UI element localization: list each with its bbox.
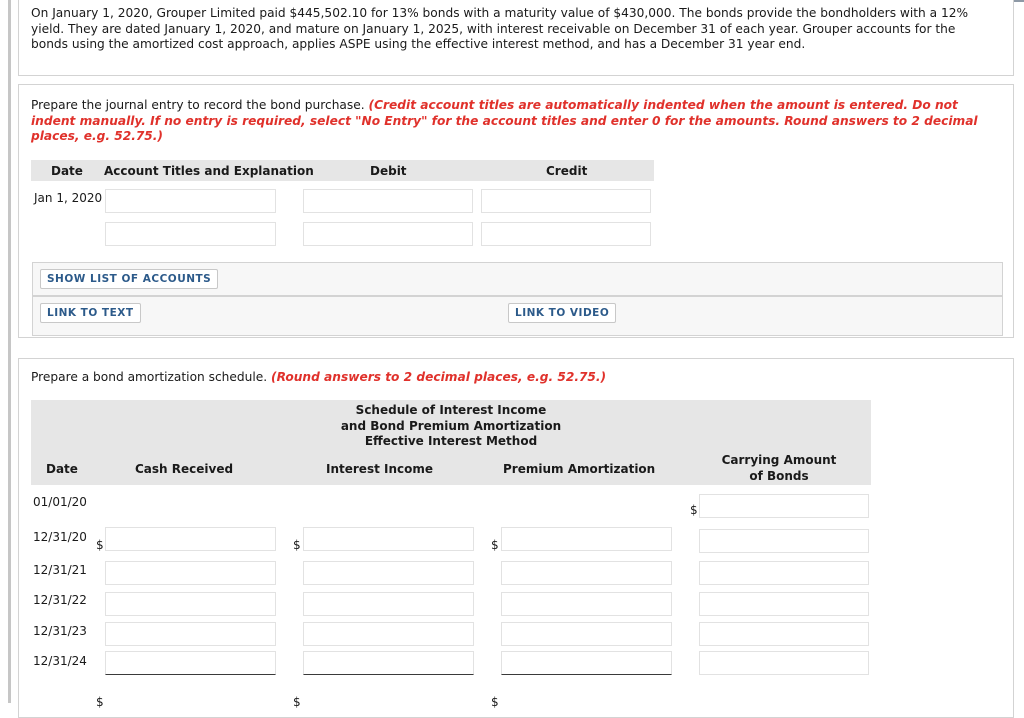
- account-title-input-1[interactable]: [105, 189, 276, 213]
- premium-input-5[interactable]: [501, 622, 672, 646]
- schedule-date-1: 01/01/20: [33, 495, 87, 509]
- premium-input-2[interactable]: [501, 527, 672, 551]
- premium-input-6[interactable]: [501, 651, 672, 675]
- carrying-input-1[interactable]: [699, 494, 869, 518]
- link-to-text-button[interactable]: LINK TO TEXT: [40, 303, 141, 323]
- schedule-date-6: 12/31/24: [33, 654, 87, 668]
- journal-col-account: Account Titles and Explanation: [104, 164, 314, 178]
- interest-dollar-2: $: [293, 538, 301, 552]
- schedule-date-5: 12/31/23: [33, 624, 87, 638]
- cash-input-6[interactable]: [105, 651, 276, 675]
- journal-instruction-note-2: indent manually. If no entry is required, select "No Entry" for the account titles and enter 0 for the amounts. Round answers to 2 decimal: [31, 113, 978, 128]
- cash-input-5[interactable]: [105, 622, 276, 646]
- amortization-card: [18, 358, 1014, 718]
- premium-input-4[interactable]: [501, 592, 672, 616]
- schedule-col-carrying: [699, 453, 859, 484]
- premium-dollar-total: $: [491, 695, 499, 709]
- account-title-input-2[interactable]: [105, 222, 276, 246]
- schedule-col-date: Date: [46, 462, 78, 476]
- cash-dollar-total: $: [96, 695, 104, 709]
- show-list-of-accounts-button[interactable]: SHOW LIST OF ACCOUNTS: [40, 269, 218, 289]
- problem-line-1: On January 1, 2020, Grouper Limited paid $445,502.10 for 13% bonds with a maturity value of $430,000. The bonds provide the bondholders with a 12%: [31, 6, 969, 20]
- interest-input-6[interactable]: [303, 651, 474, 675]
- carrying-input-3[interactable]: [699, 561, 869, 585]
- premium-input-3[interactable]: [501, 561, 672, 585]
- journal-col-debit: Debit: [370, 164, 407, 178]
- schedule-date-4: 12/31/22: [33, 593, 87, 607]
- debit-input-2[interactable]: [303, 222, 473, 246]
- schedule-col-cash: Cash Received: [135, 462, 234, 476]
- schedule-instruction-text: Prepare a bond amortization schedule.: [31, 370, 271, 384]
- carrying-input-2[interactable]: [699, 529, 869, 553]
- schedule-col-interest: Interest Income: [326, 462, 434, 476]
- cash-dollar-2: $: [96, 538, 104, 552]
- cash-input-2[interactable]: [105, 527, 276, 551]
- credit-input-1[interactable]: [481, 189, 651, 213]
- problem-card: [18, 0, 1014, 76]
- journal-col-date: Date: [51, 164, 83, 178]
- carrying-dollar-1: $: [690, 503, 698, 517]
- interest-input-2[interactable]: [303, 527, 474, 551]
- journal-col-credit: Credit: [546, 164, 588, 178]
- schedule-col-carrying-line-2: of Bonds: [749, 468, 809, 483]
- journal-instruction-note-3: places, e.g. 52.75.): [31, 129, 163, 143]
- schedule-title-line-3: Effective Interest Method: [364, 434, 538, 448]
- journal-entry-card: [18, 84, 1014, 338]
- cash-input-3[interactable]: [105, 561, 276, 585]
- interest-input-3[interactable]: [303, 561, 474, 585]
- problem-line-2: yield. They are dated January 1, 2020, and mature on January 1, 2025, with interest receivable on December 31 of each year. Grouper accounts for the: [31, 21, 956, 36]
- left-border: [8, 0, 11, 703]
- schedule-instruction-note: (Round answers to 2 decimal places, e.g. 52.75.): [271, 370, 607, 384]
- premium-dollar-2: $: [491, 538, 499, 552]
- schedule-title-line-2: and Bond Premium Amortization: [340, 418, 562, 433]
- carrying-input-5[interactable]: [699, 622, 869, 646]
- interest-input-4[interactable]: [303, 592, 474, 616]
- schedule-title-line-1: Schedule of Interest Income: [355, 403, 547, 417]
- schedule-col-carrying-line-1: Carrying Amount: [721, 453, 837, 467]
- journal-instructions: [31, 98, 1006, 145]
- carrying-input-6[interactable]: [699, 651, 869, 675]
- cash-input-4[interactable]: [105, 592, 276, 616]
- schedule-instructions: [31, 370, 991, 386]
- debit-input-1[interactable]: [303, 189, 473, 213]
- problem-statement: [31, 6, 1011, 53]
- schedule-col-premium: Premium Amortization: [503, 462, 656, 476]
- schedule-title: [301, 403, 601, 450]
- journal-instruction-text: Prepare the journal entry to record the bond purchase.: [31, 98, 369, 112]
- link-to-video-button[interactable]: LINK TO VIDEO: [508, 303, 616, 323]
- interest-input-5[interactable]: [303, 622, 474, 646]
- credit-input-2[interactable]: [481, 222, 651, 246]
- problem-line-3: bonds using the amortized cost approach, applies ASPE using the effective interest method, and has a December 31 year end.: [31, 37, 806, 51]
- journal-entry-date: Jan 1, 2020: [34, 191, 103, 205]
- interest-dollar-total: $: [293, 695, 301, 709]
- carrying-input-4[interactable]: [699, 592, 869, 616]
- schedule-date-2: 12/31/20: [33, 530, 87, 544]
- journal-instruction-note-1: (Credit account titles are automatically indented when the amount is entered. Do not: [368, 98, 958, 112]
- schedule-date-3: 12/31/21: [33, 563, 87, 577]
